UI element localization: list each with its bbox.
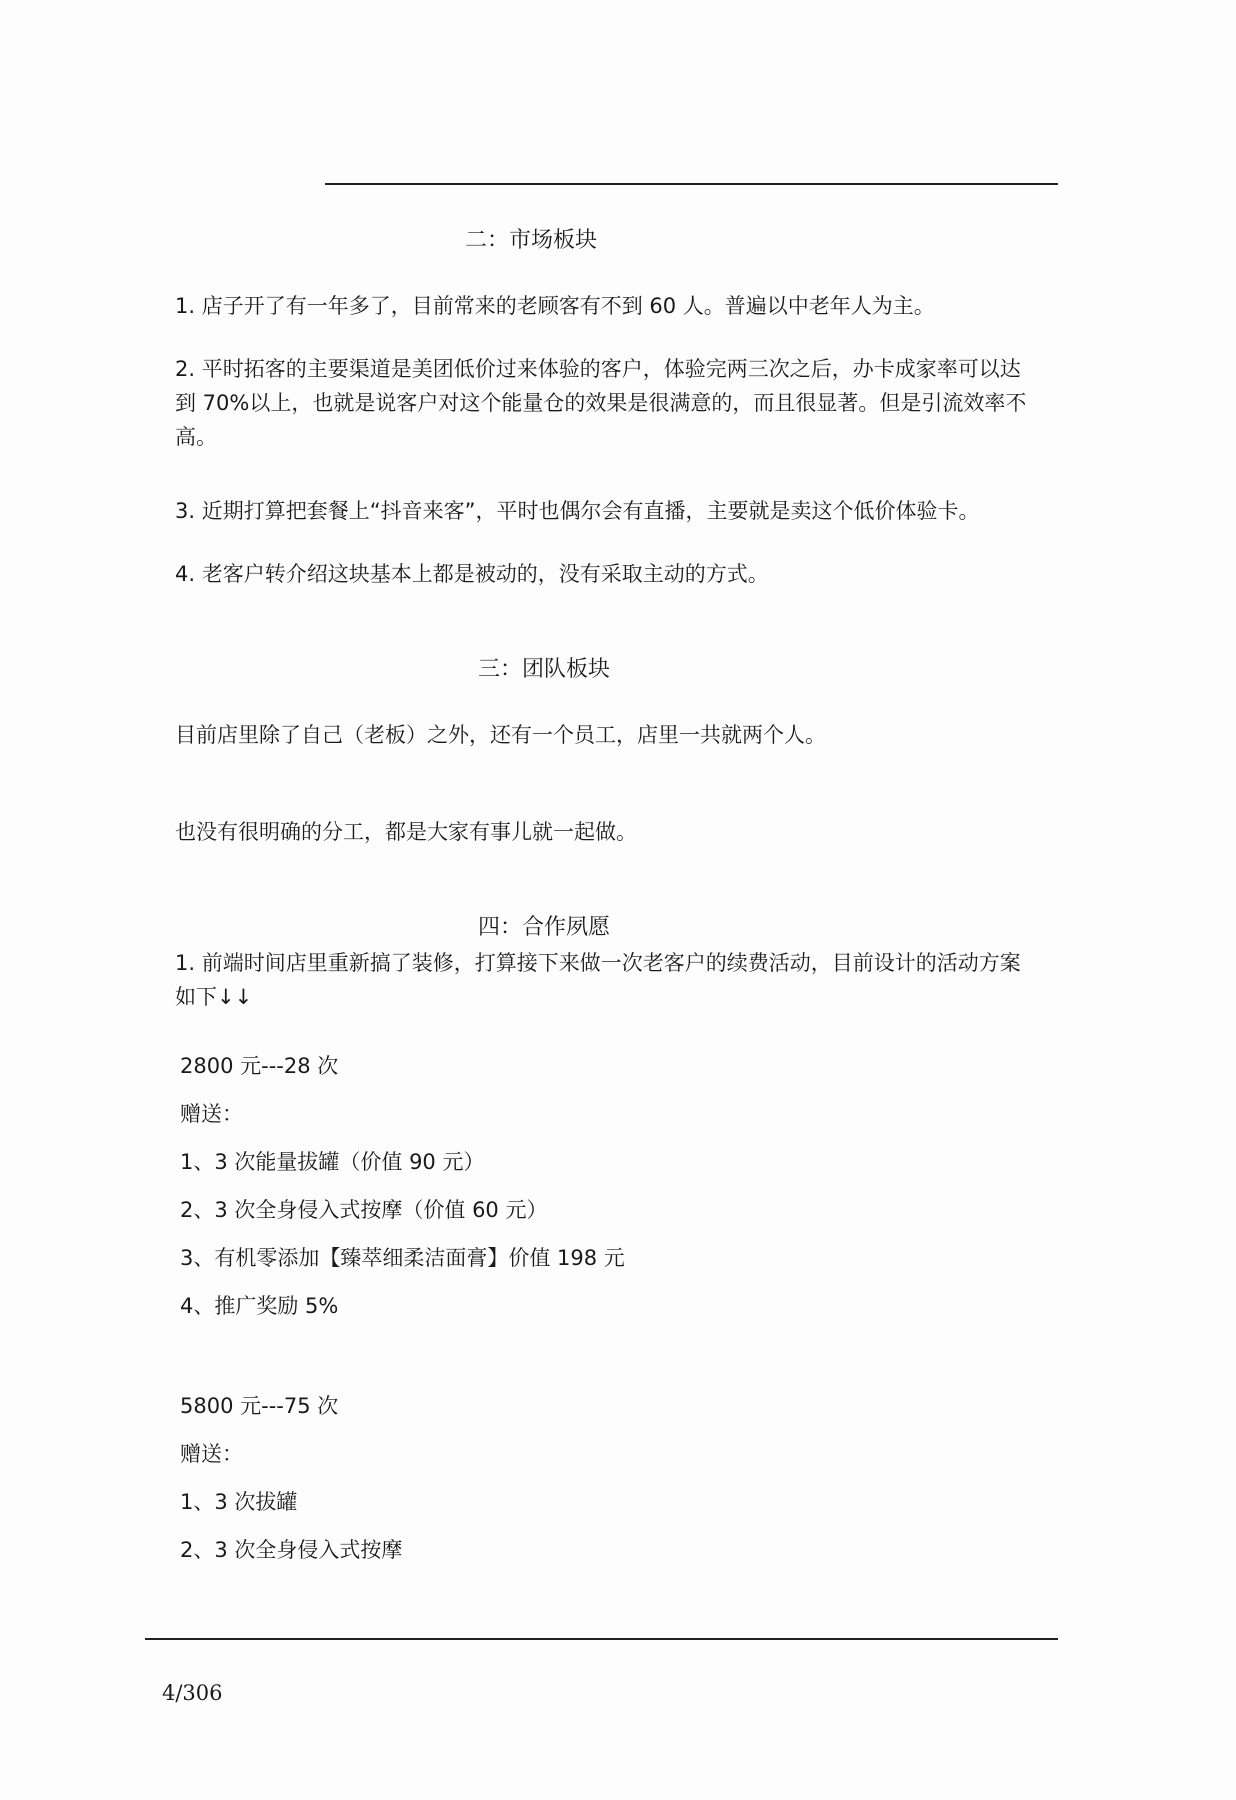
plan1-gift-3: 3、有机零添加【臻萃细柔洁面膏】价值 198 元 xyxy=(180,1246,625,1270)
plan1-gift-label: 赠送： xyxy=(180,1102,243,1126)
cooperation-intro: 1. 前端时间店里重新搞了装修，打算接下来做一次老客户的续费活动，目前设计的活动方案如下↓↓ xyxy=(175,951,1021,1009)
header-rule xyxy=(325,183,1058,185)
plan1-gift-2: 2、3 次全身侵入式按摩（价值 60 元） xyxy=(180,1198,548,1222)
plan2-gift-label: 赠送： xyxy=(180,1442,243,1466)
team-heading: 三：团队板块 xyxy=(478,657,611,682)
plan1-title: 2800 元---28 次 xyxy=(180,1054,339,1078)
market-item-3: 3. 近期打算把套餐上“抖音来客”，平时也偶尔会有直播，主要就是卖这个低价体验卡。 xyxy=(175,499,980,523)
plan2-title: 5800 元---75 次 xyxy=(180,1394,339,1418)
plan1-gift-4: 4、推广奖励 5% xyxy=(180,1294,339,1318)
market-heading: 二：市场板块 xyxy=(465,228,598,253)
plan2-gift-1: 1、3 次拔罐 xyxy=(180,1490,298,1514)
market-item-1: 1. 店子开了有一年多了，目前常来的老顾客有不到 60 人。普遍以中老年人为主。 xyxy=(175,294,935,318)
plan2-gift-2: 2、3 次全身侵入式按摩 xyxy=(180,1538,403,1562)
cooperation-heading: 四：合作夙愿 xyxy=(478,915,611,940)
team-item-2: 也没有很明确的分工，都是大家有事儿就一起做。 xyxy=(175,820,637,844)
page-number: 4/306 xyxy=(162,1681,223,1705)
plan1-gift-1: 1、3 次能量拔罐（价值 90 元） xyxy=(180,1150,485,1174)
market-item-4: 4. 老客户转介绍这块基本上都是被动的，没有采取主动的方式。 xyxy=(175,562,769,586)
team-item-1: 目前店里除了自己（老板）之外，还有一个员工，店里一共就两个人。 xyxy=(175,723,826,747)
footer-rule xyxy=(145,1638,1058,1640)
market-item-2: 2. 平时拓客的主要渠道是美团低价过来体验的客户，体验完两三次之后，办卡成家率可以达到 70%以上，也就是说客户对这个能量仓的效果是很满意的，而且很显著。但是引流效率不高。 xyxy=(175,357,1027,449)
